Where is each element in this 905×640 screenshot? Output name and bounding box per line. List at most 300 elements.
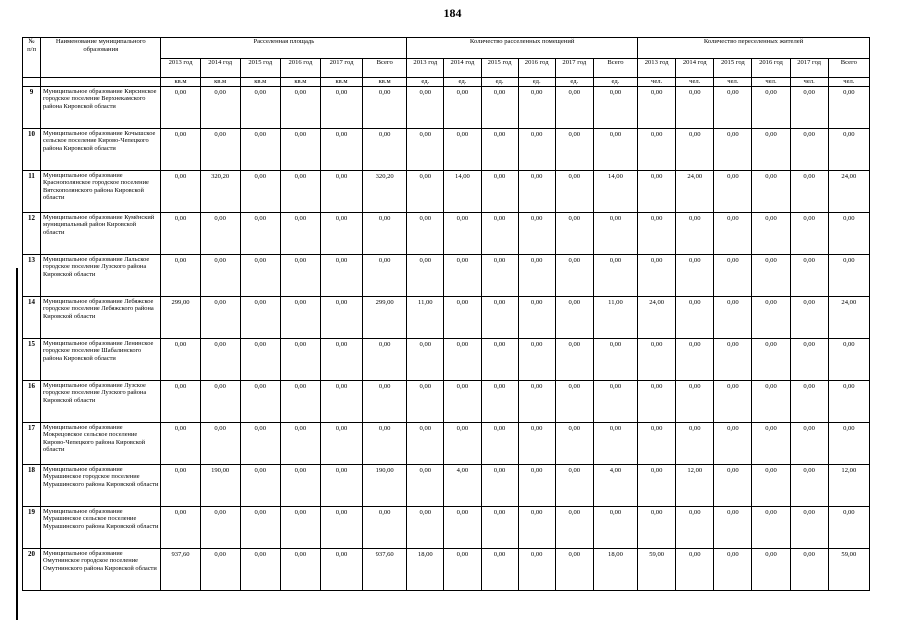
area-value-cell: 0,00 (363, 422, 407, 464)
group-area-header: Расселенная площадь (161, 38, 407, 59)
area-value-cell: 0,00 (320, 212, 362, 254)
unit-cell-people: чел. (790, 78, 828, 87)
people-value-cell: 0,00 (752, 464, 790, 506)
table-body (23, 86, 870, 590)
area-value-cell: 0,00 (200, 254, 240, 296)
municipality-name: Муниципальное образование Кумёнский муниципальный район Кировской области (41, 212, 161, 254)
unit-cell-rooms: ед. (555, 78, 593, 87)
table-row (23, 464, 870, 506)
unit-cell-rooms: ед. (593, 78, 637, 87)
area-value-cell: 0,00 (200, 506, 240, 548)
people-value-cell: 0,00 (638, 170, 676, 212)
area-value-cell: 0,00 (200, 296, 240, 338)
people-value-cell: 0,00 (714, 464, 752, 506)
people-value-cell: 0,00 (790, 548, 828, 590)
people-value-cell: 0,00 (790, 296, 828, 338)
row-number: 17 (23, 422, 41, 464)
area-value-cell: 0,00 (363, 128, 407, 170)
area-value-cell: 190,00 (200, 464, 240, 506)
area-value-cell: 299,00 (161, 296, 200, 338)
unit-cell-number (23, 78, 41, 87)
municipality-name: Муниципальное образование Краснополянское городское поселение Вятскополянского района Кировской области (41, 170, 161, 212)
area-value-cell: 0,00 (200, 212, 240, 254)
year-header-area: 2015 год (240, 59, 280, 78)
people-value-cell: 0,00 (676, 254, 714, 296)
unit-cell-people: чел. (828, 78, 869, 87)
group-rooms-header: Количество расселенных помещений (407, 38, 638, 59)
rooms-value-cell: 0,00 (593, 86, 637, 128)
area-value-cell: 0,00 (320, 86, 362, 128)
unit-cell-name (41, 78, 161, 87)
people-value-cell: 0,00 (638, 86, 676, 128)
row-number: 20 (23, 548, 41, 590)
people-value-cell: 0,00 (790, 86, 828, 128)
area-value-cell: 0,00 (280, 128, 320, 170)
people-value-cell: 0,00 (714, 170, 752, 212)
people-value-cell: 0,00 (828, 86, 869, 128)
area-value-cell: 0,00 (240, 128, 280, 170)
rooms-value-cell: 0,00 (518, 254, 555, 296)
people-value-cell: 0,00 (828, 338, 869, 380)
municipality-name: Муниципальное образование Лебяжское городское поселение Лебяжского района Кировской области (41, 296, 161, 338)
unit-cell-people: чел. (752, 78, 790, 87)
people-value-cell: 0,00 (752, 338, 790, 380)
left-margin-rule (16, 268, 18, 620)
rooms-value-cell: 0,00 (481, 86, 518, 128)
area-value-cell: 0,00 (363, 380, 407, 422)
area-value-cell: 0,00 (363, 338, 407, 380)
area-value-cell: 0,00 (161, 464, 200, 506)
row-number: 9 (23, 86, 41, 128)
rooms-value-cell: 0,00 (555, 170, 593, 212)
group-people-header: Количество переселенных жителей (638, 38, 870, 59)
row-number: 16 (23, 380, 41, 422)
rooms-value-cell: 0,00 (593, 212, 637, 254)
people-value-cell: 0,00 (638, 506, 676, 548)
people-value-cell: 0,00 (676, 422, 714, 464)
people-value-cell: 0,00 (790, 380, 828, 422)
municipality-name: Муниципальное образование Лузское городское поселение Лузского района Кировской области (41, 380, 161, 422)
people-value-cell: 0,00 (638, 464, 676, 506)
rooms-value-cell: 0,00 (407, 86, 444, 128)
area-value-cell: 0,00 (161, 422, 200, 464)
rooms-value-cell: 0,00 (555, 338, 593, 380)
people-value-cell: 24,00 (828, 170, 869, 212)
rooms-value-cell: 0,00 (444, 128, 481, 170)
area-value-cell: 0,00 (200, 128, 240, 170)
year-header-area: 2016 год (280, 59, 320, 78)
area-value-cell: 0,00 (161, 254, 200, 296)
area-value-cell: 0,00 (240, 338, 280, 380)
rooms-value-cell: 0,00 (555, 212, 593, 254)
area-value-cell: 320,20 (363, 170, 407, 212)
people-value-cell: 0,00 (714, 128, 752, 170)
area-value-cell: 0,00 (161, 506, 200, 548)
table-row (23, 338, 870, 380)
page-number: 184 (443, 6, 462, 20)
rooms-value-cell: 0,00 (481, 254, 518, 296)
area-value-cell: 0,00 (161, 86, 200, 128)
year-header-rooms: 2013 год (407, 59, 444, 78)
rooms-value-cell: 11,00 (407, 296, 444, 338)
rooms-value-cell: 0,00 (407, 212, 444, 254)
rooms-value-cell: 0,00 (555, 296, 593, 338)
rooms-value-cell: 0,00 (593, 128, 637, 170)
area-value-cell: 0,00 (240, 296, 280, 338)
area-value-cell: 937,60 (363, 548, 407, 590)
people-value-cell: 0,00 (752, 506, 790, 548)
rooms-value-cell: 0,00 (481, 338, 518, 380)
people-value-cell: 59,00 (638, 548, 676, 590)
people-value-cell: 0,00 (752, 86, 790, 128)
row-number: 14 (23, 296, 41, 338)
year-header-rooms: 2015 год (481, 59, 518, 78)
area-value-cell: 0,00 (280, 464, 320, 506)
row-number: 12 (23, 212, 41, 254)
municipality-name: Муниципальное образование Мокрецовское сельское поселение Кирово-Чепецкого района Кировской области (41, 422, 161, 464)
people-value-cell: 0,00 (790, 338, 828, 380)
year-header-rooms: 2017 год (555, 59, 593, 78)
people-value-cell: 0,00 (828, 254, 869, 296)
people-value-cell: 0,00 (752, 380, 790, 422)
area-value-cell: 0,00 (320, 506, 362, 548)
area-value-cell: 0,00 (280, 548, 320, 590)
rooms-value-cell: 0,00 (593, 338, 637, 380)
people-value-cell: 0,00 (676, 338, 714, 380)
rooms-value-cell: 0,00 (555, 86, 593, 128)
rooms-value-cell: 0,00 (518, 86, 555, 128)
rooms-value-cell: 0,00 (481, 380, 518, 422)
area-value-cell: 0,00 (200, 380, 240, 422)
rooms-value-cell: 0,00 (481, 422, 518, 464)
area-value-cell: 0,00 (320, 380, 362, 422)
people-value-cell: 0,00 (676, 506, 714, 548)
table-row (23, 422, 870, 464)
municipality-name: Муниципальное образование Мурашинское сельское поселение Мурашинского района Кировской области (41, 506, 161, 548)
people-value-cell: 0,00 (714, 296, 752, 338)
area-value-cell: 0,00 (240, 548, 280, 590)
rooms-value-cell: 0,00 (593, 380, 637, 422)
area-value-cell: 0,00 (161, 128, 200, 170)
people-value-cell: 0,00 (676, 296, 714, 338)
people-value-cell: 24,00 (638, 296, 676, 338)
area-value-cell: 0,00 (363, 86, 407, 128)
area-value-cell: 0,00 (240, 422, 280, 464)
year-header-people: 2016 год (752, 59, 790, 78)
area-value-cell: 0,00 (280, 338, 320, 380)
table-row (23, 380, 870, 422)
rooms-value-cell: 0,00 (555, 422, 593, 464)
area-value-cell: 0,00 (320, 170, 362, 212)
people-value-cell: 24,00 (828, 296, 869, 338)
people-value-cell: 0,00 (790, 464, 828, 506)
rooms-value-cell: 0,00 (518, 548, 555, 590)
area-value-cell: 0,00 (161, 380, 200, 422)
people-value-cell: 0,00 (752, 548, 790, 590)
rooms-value-cell: 0,00 (481, 170, 518, 212)
rooms-value-cell: 0,00 (481, 212, 518, 254)
table-header (23, 38, 870, 87)
unit-cell-area: кв.м (200, 78, 240, 87)
year-header-rooms: Всего (593, 59, 637, 78)
people-value-cell: 0,00 (638, 128, 676, 170)
row-number: 13 (23, 254, 41, 296)
people-value-cell: 0,00 (714, 380, 752, 422)
area-value-cell: 0,00 (200, 86, 240, 128)
municipality-name: Муниципальное образование Мурашинское городское поселение Мурашинского района Кировской области (41, 464, 161, 506)
rooms-value-cell: 0,00 (593, 506, 637, 548)
table-row (23, 170, 870, 212)
area-value-cell: 0,00 (280, 422, 320, 464)
people-value-cell: 0,00 (714, 86, 752, 128)
area-value-cell: 0,00 (240, 212, 280, 254)
people-value-cell: 0,00 (714, 254, 752, 296)
area-value-cell: 0,00 (320, 422, 362, 464)
people-value-cell: 0,00 (790, 128, 828, 170)
rooms-value-cell: 18,00 (593, 548, 637, 590)
year-header-area: 2017 год (320, 59, 362, 78)
unit-cell-rooms: ед. (407, 78, 444, 87)
area-value-cell: 0,00 (280, 506, 320, 548)
area-value-cell: 0,00 (320, 548, 362, 590)
unit-cell-rooms: ед. (444, 78, 481, 87)
area-value-cell: 0,00 (363, 212, 407, 254)
rooms-value-cell: 0,00 (518, 170, 555, 212)
table-row (23, 86, 870, 128)
municipality-name: Муниципальное образование Лальское городское поселение Лузского района Кировской области (41, 254, 161, 296)
rooms-value-cell: 0,00 (444, 506, 481, 548)
rooms-value-cell: 0,00 (444, 422, 481, 464)
resettlement-table (22, 37, 870, 591)
row-number: 18 (23, 464, 41, 506)
area-value-cell: 0,00 (280, 380, 320, 422)
rooms-value-cell: 0,00 (481, 506, 518, 548)
rooms-value-cell: 0,00 (444, 548, 481, 590)
rooms-value-cell: 0,00 (518, 380, 555, 422)
area-value-cell: 0,00 (161, 170, 200, 212)
area-value-cell: 0,00 (363, 254, 407, 296)
area-value-cell: 0,00 (280, 86, 320, 128)
area-value-cell: 0,00 (161, 338, 200, 380)
area-value-cell: 937,60 (161, 548, 200, 590)
rooms-value-cell: 18,00 (407, 548, 444, 590)
area-value-cell: 0,00 (240, 86, 280, 128)
unit-cell-rooms: ед. (518, 78, 555, 87)
area-value-cell: 0,00 (240, 506, 280, 548)
rooms-value-cell: 0,00 (518, 464, 555, 506)
people-value-cell: 12,00 (676, 464, 714, 506)
people-value-cell: 0,00 (714, 422, 752, 464)
unit-cell-area: кв.м (363, 78, 407, 87)
rooms-value-cell: 0,00 (555, 548, 593, 590)
people-value-cell: 0,00 (828, 422, 869, 464)
year-header-people: 2017 год (790, 59, 828, 78)
people-value-cell: 0,00 (790, 506, 828, 548)
area-value-cell: 0,00 (280, 170, 320, 212)
people-value-cell: 0,00 (714, 212, 752, 254)
people-value-cell: 0,00 (638, 212, 676, 254)
area-value-cell: 0,00 (200, 548, 240, 590)
people-value-cell: 0,00 (790, 422, 828, 464)
rooms-value-cell: 0,00 (593, 254, 637, 296)
rooms-value-cell: 0,00 (407, 254, 444, 296)
people-value-cell: 0,00 (828, 128, 869, 170)
people-value-cell: 0,00 (752, 254, 790, 296)
people-value-cell: 0,00 (638, 422, 676, 464)
people-value-cell: 0,00 (828, 212, 869, 254)
rooms-value-cell: 0,00 (481, 464, 518, 506)
rooms-value-cell: 0,00 (407, 338, 444, 380)
table-row (23, 548, 870, 590)
people-value-cell: 0,00 (676, 548, 714, 590)
people-value-cell: 0,00 (714, 506, 752, 548)
area-value-cell: 190,00 (363, 464, 407, 506)
rooms-value-cell: 11,00 (593, 296, 637, 338)
area-value-cell: 0,00 (280, 296, 320, 338)
unit-cell-area: кв.м (280, 78, 320, 87)
table-row (23, 506, 870, 548)
rooms-value-cell: 0,00 (518, 128, 555, 170)
area-value-cell: 0,00 (320, 128, 362, 170)
year-header-area: 2013 год (161, 59, 200, 78)
unit-cell-people: чел. (714, 78, 752, 87)
area-value-cell: 0,00 (200, 338, 240, 380)
col-number-header: № п/п (23, 38, 41, 78)
rooms-value-cell: 0,00 (555, 380, 593, 422)
year-header-rooms: 2014 год (444, 59, 481, 78)
year-header-people: 2014 год (676, 59, 714, 78)
year-header-rooms: 2016 год (518, 59, 555, 78)
row-number: 15 (23, 338, 41, 380)
rooms-value-cell: 0,00 (444, 380, 481, 422)
unit-cell-people: чел. (676, 78, 714, 87)
people-value-cell: 24,00 (676, 170, 714, 212)
area-value-cell: 0,00 (320, 254, 362, 296)
table-row (23, 254, 870, 296)
unit-header-row (23, 78, 870, 87)
people-value-cell: 0,00 (676, 86, 714, 128)
rooms-value-cell: 0,00 (555, 464, 593, 506)
rooms-value-cell: 0,00 (555, 254, 593, 296)
people-value-cell: 0,00 (752, 422, 790, 464)
people-value-cell: 0,00 (714, 548, 752, 590)
unit-cell-people: чел. (638, 78, 676, 87)
people-value-cell: 0,00 (828, 506, 869, 548)
rooms-value-cell: 0,00 (518, 338, 555, 380)
people-value-cell: 0,00 (790, 254, 828, 296)
people-value-cell: 0,00 (752, 170, 790, 212)
rooms-value-cell: 0,00 (444, 254, 481, 296)
unit-cell-area: кв.м (240, 78, 280, 87)
area-value-cell: 0,00 (161, 212, 200, 254)
area-value-cell: 0,00 (363, 506, 407, 548)
table-row (23, 212, 870, 254)
municipality-name: Муниципальное образование Омутнинское городское поселение Омутнинского района Кировской области (41, 548, 161, 590)
rooms-value-cell: 14,00 (593, 170, 637, 212)
people-value-cell: 0,00 (638, 338, 676, 380)
area-value-cell: 0,00 (280, 254, 320, 296)
rooms-value-cell: 0,00 (407, 170, 444, 212)
area-value-cell: 0,00 (240, 464, 280, 506)
people-value-cell: 0,00 (752, 212, 790, 254)
area-value-cell: 0,00 (240, 170, 280, 212)
municipality-name: Муниципальное образование Кочышское сельское поселение Кирово-Чепецкого района Кировской области (41, 128, 161, 170)
row-number: 19 (23, 506, 41, 548)
people-value-cell: 0,00 (790, 212, 828, 254)
people-value-cell: 0,00 (752, 296, 790, 338)
area-value-cell: 320,20 (200, 170, 240, 212)
area-value-cell: 0,00 (240, 254, 280, 296)
people-value-cell: 0,00 (714, 338, 752, 380)
rooms-value-cell: 0,00 (518, 212, 555, 254)
area-value-cell: 0,00 (320, 296, 362, 338)
people-value-cell: 0,00 (752, 128, 790, 170)
rooms-value-cell: 0,00 (444, 338, 481, 380)
municipality-name: Муниципальное образование Кирсинское городское поселение Верхнекамского района Кировской области (41, 86, 161, 128)
year-header-people: 2015 год (714, 59, 752, 78)
rooms-value-cell: 0,00 (444, 296, 481, 338)
rooms-value-cell: 0,00 (407, 506, 444, 548)
col-name-header: Наименование муниципального образования (41, 38, 161, 78)
rooms-value-cell: 0,00 (481, 296, 518, 338)
rooms-value-cell: 0,00 (518, 422, 555, 464)
rooms-value-cell: 0,00 (593, 422, 637, 464)
rooms-value-cell: 14,00 (444, 170, 481, 212)
year-header-people: 2013 год (638, 59, 676, 78)
unit-cell-rooms: ед. (481, 78, 518, 87)
people-value-cell: 0,00 (676, 212, 714, 254)
people-value-cell: 59,00 (828, 548, 869, 590)
rooms-value-cell: 0,00 (407, 128, 444, 170)
rooms-value-cell: 0,00 (481, 128, 518, 170)
area-value-cell: 299,00 (363, 296, 407, 338)
rooms-value-cell: 4,00 (444, 464, 481, 506)
year-header-area: Всего (363, 59, 407, 78)
rooms-value-cell: 4,00 (593, 464, 637, 506)
area-value-cell: 0,00 (240, 380, 280, 422)
people-value-cell: 0,00 (828, 380, 869, 422)
unit-cell-area: кв.м (161, 78, 200, 87)
rooms-value-cell: 0,00 (407, 380, 444, 422)
row-number: 11 (23, 170, 41, 212)
rooms-value-cell: 0,00 (518, 506, 555, 548)
rooms-value-cell: 0,00 (555, 128, 593, 170)
rooms-value-cell: 0,00 (407, 422, 444, 464)
people-value-cell: 0,00 (638, 254, 676, 296)
rooms-value-cell: 0,00 (518, 296, 555, 338)
table-row (23, 128, 870, 170)
table-row (23, 296, 870, 338)
rooms-value-cell: 0,00 (481, 548, 518, 590)
people-value-cell: 0,00 (676, 128, 714, 170)
people-value-cell: 0,00 (638, 380, 676, 422)
people-value-cell: 0,00 (676, 380, 714, 422)
area-value-cell: 0,00 (320, 338, 362, 380)
area-value-cell: 0,00 (320, 464, 362, 506)
area-value-cell: 0,00 (280, 212, 320, 254)
year-header-people: Всего (828, 59, 869, 78)
rooms-value-cell: 0,00 (444, 212, 481, 254)
rooms-value-cell: 0,00 (407, 464, 444, 506)
rooms-value-cell: 0,00 (555, 506, 593, 548)
municipality-name: Муниципальное образование Ленинское городское поселение Шабалинского района Кировской области (41, 338, 161, 380)
people-value-cell: 12,00 (828, 464, 869, 506)
unit-cell-area: кв.м (320, 78, 362, 87)
area-value-cell: 0,00 (200, 422, 240, 464)
row-number: 10 (23, 128, 41, 170)
people-value-cell: 0,00 (790, 170, 828, 212)
year-header-area: 2014 год (200, 59, 240, 78)
